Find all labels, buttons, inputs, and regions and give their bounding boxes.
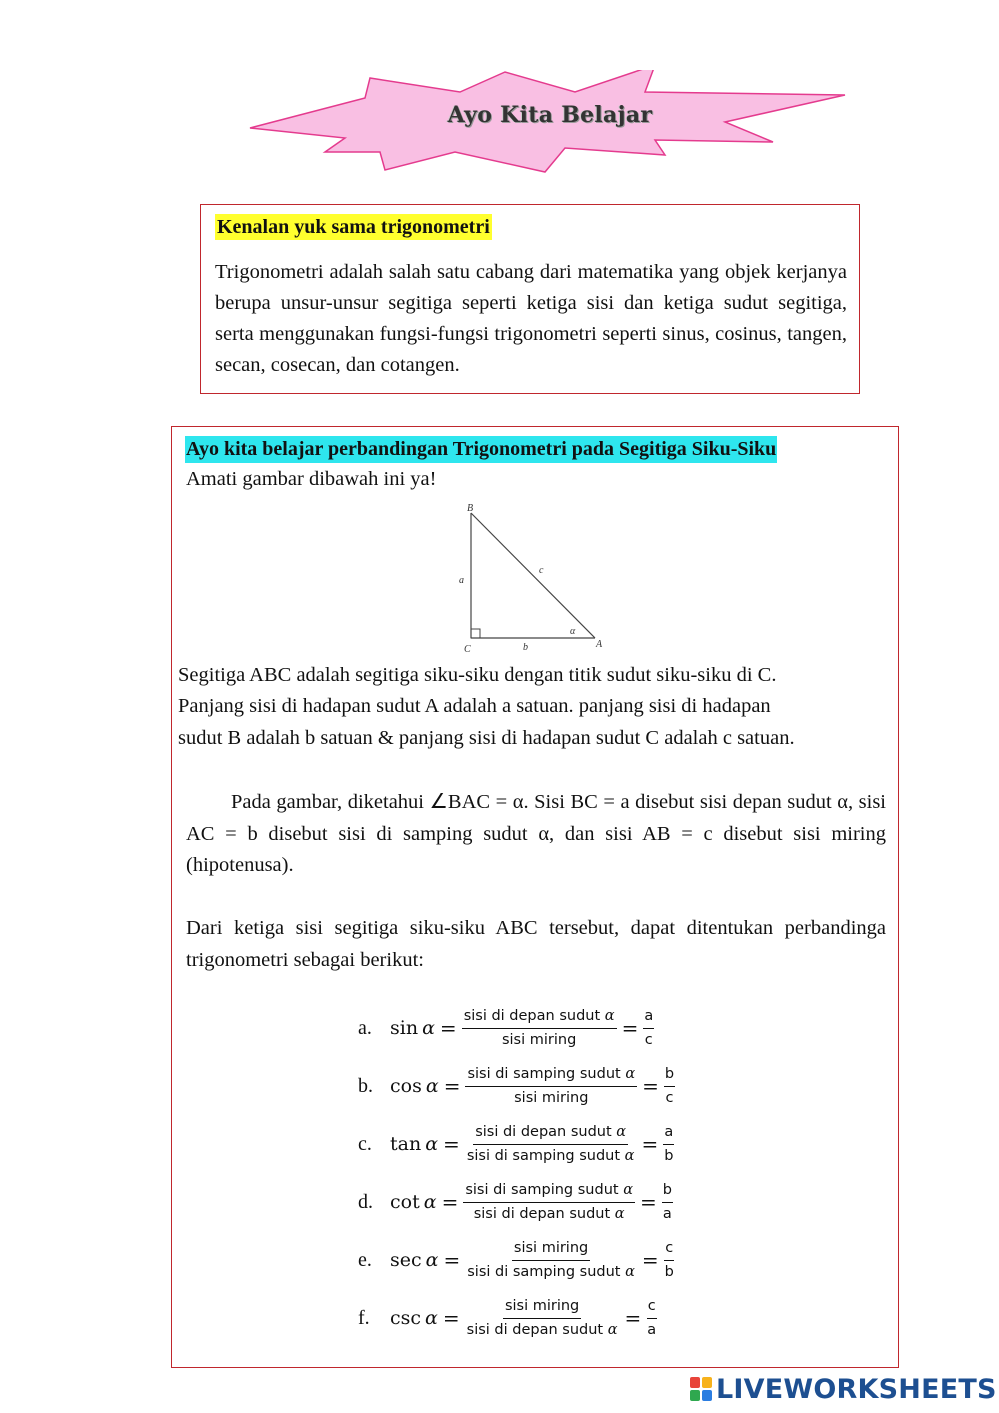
watermark-text: LIVEWORKSHEETS (716, 1373, 997, 1405)
ratio-numerator: b (662, 1181, 673, 1203)
side-a-label: a (459, 575, 464, 586)
title-banner (245, 70, 855, 180)
para1-line1: Segitiga ABC adalah segitiga siku-siku dengan titik sudut siku-siku di C. (178, 664, 777, 686)
ratio-numerator: c (664, 1239, 674, 1261)
side-c-label: c (539, 565, 544, 576)
numerator-text: sisi di samping sudut (465, 1181, 619, 1198)
formula-sec: e. sec α = $\frac{\text{sisi miring}}{\text{sisi di samping sudut α}}$ = $\frac{c}{b}$ (358, 1239, 674, 1280)
ratio-denominator: c (644, 1031, 653, 1048)
formula-label: e. (358, 1248, 372, 1271)
ratio-numerator: c (647, 1297, 657, 1319)
instruction-text: Amati gambar dibawah ini ya! (186, 468, 437, 490)
numerator-text: sisi di samping sudut (467, 1065, 621, 1082)
ratio-fraction (643, 1007, 654, 1050)
function-name: csc (390, 1307, 422, 1329)
text-fraction (465, 1123, 637, 1166)
ratio-fraction (662, 1181, 673, 1224)
ratio-fraction (664, 1065, 675, 1108)
denominator-text: sisi di depan sudut (473, 1205, 611, 1222)
numerator-alpha: α (604, 1007, 615, 1024)
ratio-denominator: a (662, 1205, 672, 1222)
vertex-b-label: B (467, 503, 474, 514)
formula-tan: c. tan α = $\frac{\text{sisi di depan sudut α}}{\text{sisi di samping sudut α}}$ = $\frac{a}{b}$ (358, 1123, 674, 1164)
ratio-fraction (663, 1123, 674, 1166)
alpha-symbol: α (425, 1075, 439, 1097)
denominator-text: sisi di samping sudut (467, 1263, 621, 1280)
text-fraction (465, 1239, 637, 1282)
intro-box (200, 204, 860, 394)
formula-label: d. (358, 1190, 373, 1213)
numerator-text: sisi di depan sudut (463, 1007, 601, 1024)
denominator-text: sisi miring (514, 1089, 589, 1106)
right-triangle-diagram (457, 503, 617, 653)
function-name: cot (390, 1191, 420, 1213)
denominator-alpha: α (607, 1321, 618, 1338)
liveworksheets-watermark (690, 1372, 997, 1406)
vertex-c-label: C (464, 644, 471, 653)
numerator-alpha: α (625, 1065, 636, 1082)
formula-csc: f. csc α = $\frac{\text{sisi miring}}{\text{sisi di depan sudut α}}$ = $\frac{c}{a}$ (358, 1297, 657, 1338)
main-box (171, 426, 899, 1368)
denominator-alpha: α (614, 1205, 625, 1222)
liveworksheets-logo-icon (690, 1377, 712, 1401)
alpha-symbol: α (425, 1249, 439, 1271)
ratio-denominator: a (647, 1321, 657, 1338)
ratio-numerator: a (663, 1123, 674, 1145)
function-name: sec (390, 1249, 422, 1271)
alpha-symbol: α (425, 1307, 438, 1329)
numerator-text: sisi miring (513, 1239, 589, 1256)
function-name: cos (390, 1075, 422, 1097)
ratio-numerator: a (643, 1007, 654, 1029)
angle-alpha-label: α (570, 626, 576, 637)
ratio-numerator: b (664, 1065, 675, 1087)
ratio-denominator: c (665, 1089, 674, 1106)
formula-cot: d. cot α = $\frac{\text{sisi di samping sudut α}}{\text{sisi di depan sudut α}}$ = $\frac{b}{a}$ (358, 1181, 672, 1222)
formula-cos: b. cos α = $\frac{\text{sisi di samping sudut α}}{\text{sisi miring}}$ = $\frac{b}{c}$ (358, 1065, 675, 1106)
numerator-alpha: α (623, 1181, 633, 1198)
formula-label: f. (358, 1306, 370, 1329)
function-name: sin (390, 1017, 419, 1039)
alpha-symbol: α (423, 1191, 437, 1213)
para2: Pada gambar, diketahui ∠BAC = α. Sisi BC = a disebut sisi depan sudut α, sisi AC = b disebut sisi di samping sudut α, dan sisi AB = c disebut sisi miring (hipotenusa). (186, 791, 886, 876)
text-fraction (463, 1181, 635, 1224)
numerator-text: sisi di depan sudut (475, 1123, 612, 1140)
denominator-alpha: α (625, 1263, 635, 1280)
formula-label: c. (358, 1132, 372, 1155)
denominator-text: sisi di depan sudut (466, 1321, 604, 1338)
ratio-denominator: b (664, 1263, 674, 1280)
ratio-fraction (664, 1239, 675, 1282)
numerator-text: sisi miring (504, 1297, 580, 1314)
formula-label: a. (358, 1016, 372, 1039)
intro-heading: Kenalan yuk sama trigonometri (217, 216, 490, 238)
para3: Dari ketiga sisi segitiga siku-siku ABC tersebut, dapat ditentukan perbandinga trigonometri sebagai berikut: (186, 917, 886, 971)
formula-label: b. (358, 1074, 373, 1097)
formula-sin: a. sin α = $\frac{\text{sisi di depan sudut α}}{\text{sisi miring}}$ = $\frac{a}{c}$ (358, 1007, 654, 1048)
denominator-text: sisi di samping sudut (466, 1147, 621, 1164)
para1-line3: sudut B adalah b satuan & panjang sisi di hadapan sudut C adalah c satuan. (178, 727, 795, 749)
para1-line2: Panjang sisi di hadapan sudut A adalah a satuan. panjang sisi di hadapan (178, 695, 771, 717)
banner-title: Ayo Kita Belajar (447, 102, 653, 128)
text-fraction (462, 1007, 617, 1050)
text-fraction (465, 1297, 620, 1340)
ratio-denominator: b (664, 1147, 674, 1164)
numerator-alpha: α (616, 1123, 627, 1140)
intro-paragraph: Trigonometri adalah salah satu cabang dari matematika yang objek kerjanya berupa unsur-unsur segitiga seperti ketiga sisi dan ketiga sudut segitiga, serta menggunakan fungsi-fungsi trigonometri seperti sinus, cosinus, tangen, secan, cosecan, dan cotangen. (215, 261, 847, 376)
denominator-text: sisi miring (501, 1031, 577, 1048)
function-name: tan (390, 1133, 422, 1155)
denominator-alpha: α (624, 1147, 635, 1164)
main-heading: Ayo kita belajar perbandingan Trigonometri pada Segitiga Siku-Siku (185, 436, 777, 463)
alpha-symbol: α (422, 1017, 435, 1039)
vertex-a-label: A (596, 639, 603, 650)
ratio-fraction (646, 1297, 657, 1340)
alpha-symbol: α (425, 1133, 439, 1155)
text-fraction (465, 1065, 637, 1108)
side-b-label: b (523, 642, 528, 653)
